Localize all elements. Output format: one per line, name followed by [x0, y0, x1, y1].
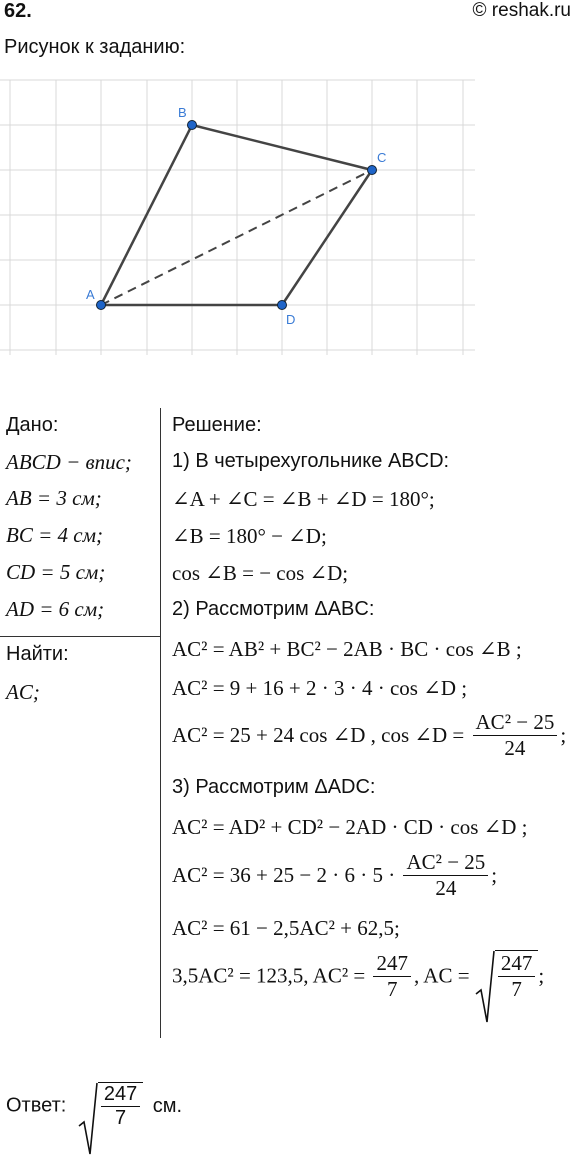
solution-line-7: AC² = AD² + CD² − 2AD · CD · cos ∠D ;: [172, 815, 528, 839]
l10-fraction: [373, 951, 411, 1002]
find-title: Найти:: [6, 643, 69, 665]
label-b: B: [178, 105, 187, 120]
l8-numerator: AC² − 25: [406, 850, 486, 874]
solution-line-10: [172, 950, 544, 1002]
l8-denominator: 24: [403, 875, 488, 901]
l6-numerator: AC² − 25: [475, 710, 555, 734]
answer-row: [6, 1082, 182, 1130]
l10-sqrt-numerator: 247: [500, 951, 533, 975]
sqrt-sign-icon: [475, 950, 495, 1024]
figure-caption: Рисунок к заданию:: [4, 36, 186, 58]
solution-line-6: [172, 710, 566, 761]
solution-line-5: AC² = 9 + 16 + 2 · 3 · 4 · cos ∠D ;: [172, 676, 468, 700]
l10-denominator: 7: [373, 976, 411, 1002]
solution-line-8: [172, 850, 497, 901]
quadrilateral-figure: [0, 70, 579, 365]
l8-fraction: [403, 850, 488, 901]
l6-denominator: 24: [473, 735, 558, 761]
point-c: [368, 166, 377, 175]
find-value: AC;: [6, 680, 40, 704]
given-line-1: ABCD − впис;: [6, 450, 132, 474]
point-b: [188, 121, 197, 130]
solution-line-4: AC² = AB² + BC² − 2AB · BC · cos ∠B ;: [172, 637, 522, 661]
solution-line-2: ∠B = 180° − ∠D;: [172, 524, 327, 548]
given-line-5: AD = 6 см;: [6, 597, 105, 621]
l10-end: ;: [538, 963, 545, 988]
solution-title: Решение:: [172, 414, 262, 436]
label-d: D: [286, 312, 296, 327]
l8-text: AC² = 36 + 25 − 2 · 6 · 5 ·: [172, 863, 396, 887]
l6-text: AC² = 25 + 24 cos ∠D , cos ∠D =: [172, 723, 465, 747]
answer-numerator: 247: [103, 1083, 138, 1105]
point-d: [278, 301, 287, 310]
label-c: C: [377, 150, 387, 165]
answer-unit: см.: [152, 1094, 183, 1117]
l10-numerator: 247: [376, 950, 408, 975]
solution-step-3: 3) Рассмотрим ΔADC:: [172, 776, 376, 798]
l6-fraction: [473, 710, 558, 761]
l6-end: ;: [560, 723, 567, 747]
grid: [0, 80, 475, 355]
answer-denominator: 7: [101, 1106, 140, 1130]
given-line-2: AB = 3 см;: [6, 486, 102, 510]
l10-text-b: , AC =: [413, 963, 470, 988]
l10-text-a: 3,5AC² = 123,5, AC² =: [172, 963, 366, 988]
column-divider: [160, 408, 161, 1038]
solution-step-1: 1) В четырехугольнике ABCD:: [172, 450, 450, 472]
problem-number: 62.: [4, 0, 32, 22]
given-line-3: BC = 4 см;: [6, 523, 103, 547]
given-line-4: CD = 5 см;: [6, 560, 106, 584]
point-a: [97, 301, 106, 310]
given-title: Дано:: [6, 414, 59, 436]
answer-sqrt: [78, 1082, 143, 1130]
l10-sqrt-denominator: 7: [498, 976, 536, 1002]
answer-label: Ответ:: [6, 1094, 67, 1117]
solution-line-9: AC² = 61 − 2,5AC² + 62,5;: [172, 916, 400, 940]
sqrt-sign-icon: [78, 1082, 98, 1156]
l10-sqrt: [475, 950, 539, 1002]
site-watermark-label[interactable]: © reshak.ru: [472, 0, 571, 21]
solution-line-3: cos ∠B = − cos ∠D;: [172, 561, 349, 585]
label-a: A: [86, 287, 95, 302]
given-find-divider: [0, 636, 160, 637]
l8-end: ;: [491, 863, 498, 887]
solution-step-2: 2) Рассмотрим ΔABC:: [172, 598, 375, 620]
solution-line-1: ∠A + ∠C = ∠B + ∠D = 180°;: [172, 487, 435, 511]
